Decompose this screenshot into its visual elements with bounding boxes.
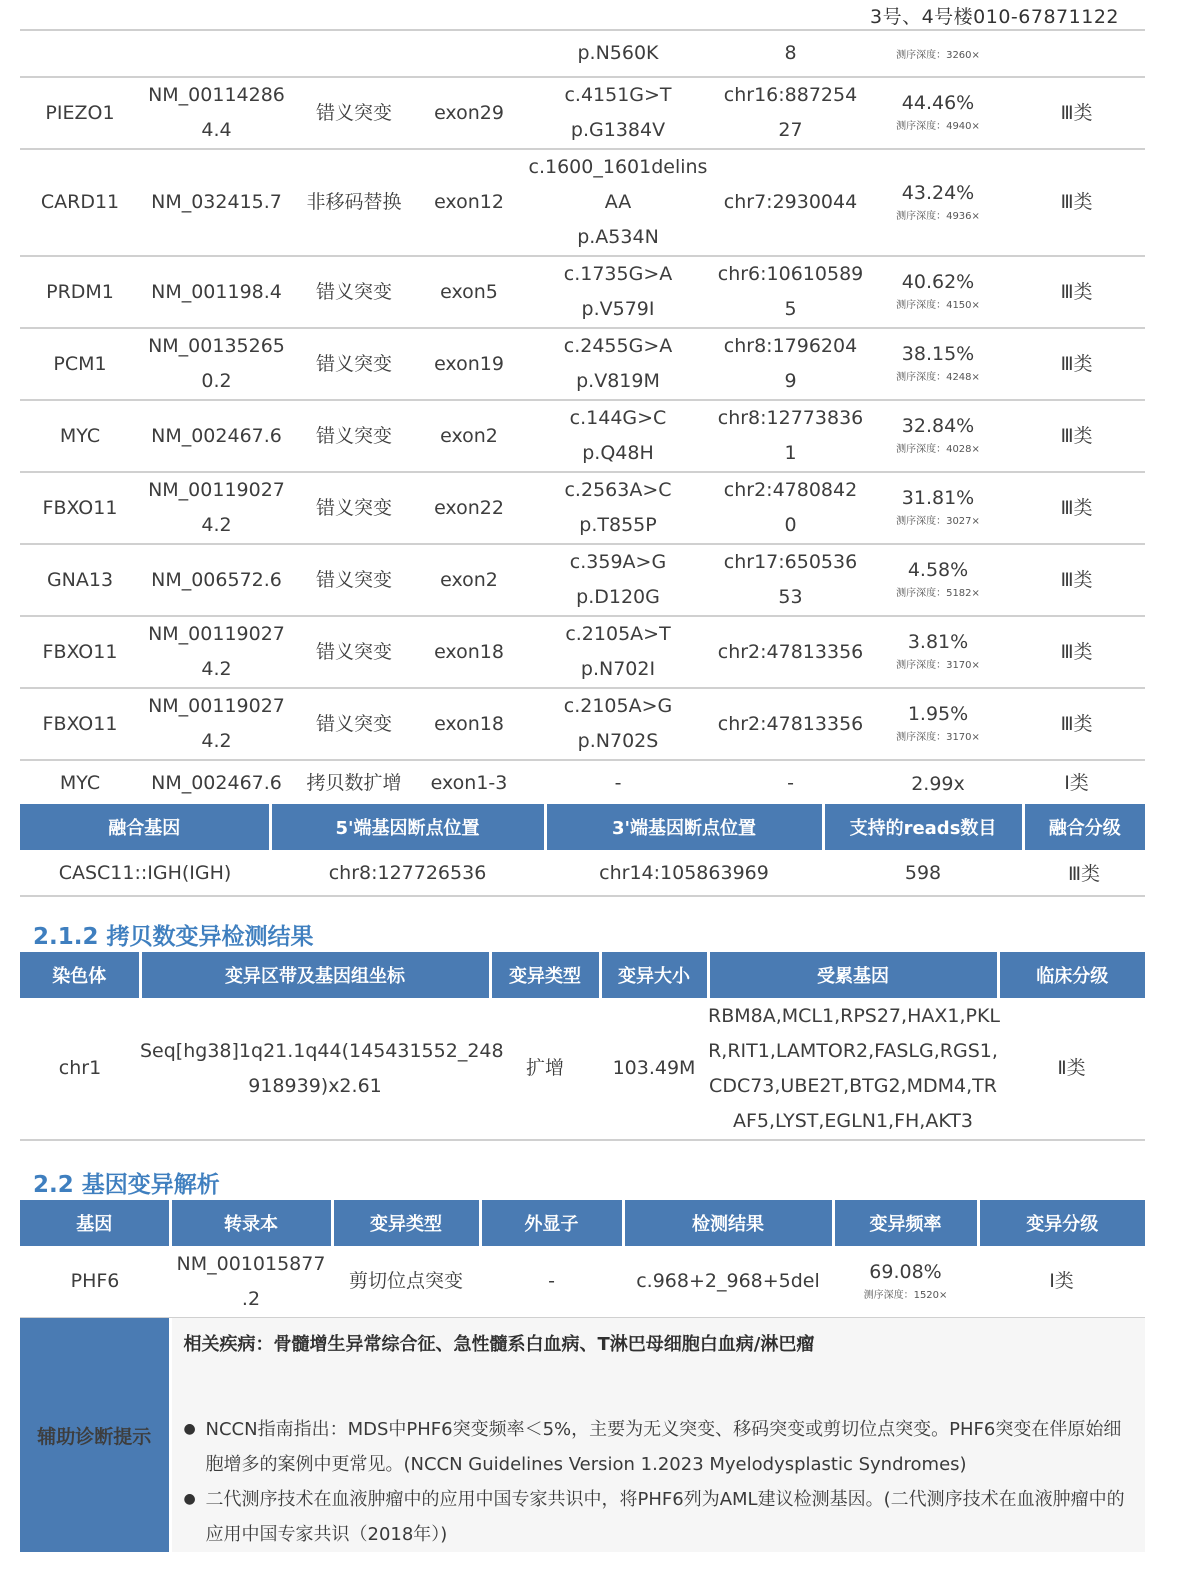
analysis-exon: - bbox=[480, 1246, 623, 1318]
hint-table bbox=[20, 1318, 1145, 1552]
variant-exon: exon2 bbox=[415, 544, 523, 616]
variant-gene: CARD11 bbox=[20, 149, 140, 256]
analysis-header-type: 变异类型 bbox=[332, 1200, 480, 1246]
cnv-header-chrom: 染色体 bbox=[20, 952, 140, 998]
variant-grade: Ⅲ类 bbox=[1008, 472, 1145, 544]
fusion-reads: 598 bbox=[823, 850, 1023, 896]
analysis-gene: PHF6 bbox=[20, 1246, 170, 1318]
variant-exon bbox=[415, 31, 523, 77]
variant-grade: Ⅲ类 bbox=[1008, 544, 1145, 616]
analysis-header-freq: 变异频率 bbox=[833, 1200, 978, 1246]
variant-position: chr8:12773836 1 bbox=[713, 400, 868, 472]
fusion-3prime: chr14:105863969 bbox=[545, 850, 823, 896]
cnv-header-region: 变异区带及基因组坐标 bbox=[140, 952, 490, 998]
variant-gene: PCM1 bbox=[20, 328, 140, 400]
variant-type: 错义突变 bbox=[293, 256, 415, 328]
analysis-header-exon: 外显子 bbox=[480, 1200, 623, 1246]
variant-type: 错义突变 bbox=[293, 616, 415, 688]
fusion-gene: CASC11::IGH(IGH) bbox=[20, 850, 270, 896]
variant-result: c.2105A>T p.N702I bbox=[523, 616, 713, 688]
variant-result: c.2455G>A p.V819M bbox=[523, 328, 713, 400]
variant-grade bbox=[1008, 31, 1145, 77]
fusion-header-5prime: 5'端基因断点位置 bbox=[270, 804, 545, 850]
variant-type: 拷贝数扩增 bbox=[293, 760, 415, 807]
cnv-header-grade: 临床分级 bbox=[998, 952, 1145, 998]
variant-exon: exon18 bbox=[415, 616, 523, 688]
analysis-header-gene: 基因 bbox=[20, 1200, 170, 1246]
variant-result: c.359A>G p.D120G bbox=[523, 544, 713, 616]
analysis-header-transcript: 转录本 bbox=[170, 1200, 332, 1246]
table-row bbox=[20, 616, 1145, 688]
variant-result: c.2563A>C p.T855P bbox=[523, 472, 713, 544]
cnv-grade: Ⅱ类 bbox=[998, 998, 1145, 1140]
variant-position: - bbox=[713, 760, 868, 807]
variant-transcript: NM_032415.7 bbox=[140, 149, 293, 256]
table-row bbox=[20, 544, 1145, 616]
variant-transcript: NM_00135265 0.2 bbox=[140, 328, 293, 400]
cnv-chrom: chr1 bbox=[20, 998, 140, 1140]
fusion-header-3prime: 3'端基因断点位置 bbox=[545, 804, 823, 850]
table-row bbox=[20, 400, 1145, 472]
variant-gene: FBXO11 bbox=[20, 616, 140, 688]
variant-frequency: 测序深度：3260× bbox=[868, 31, 1008, 77]
fusion-5prime: chr8:127726536 bbox=[270, 850, 545, 896]
analysis-transcript: NM_001015877 .2 bbox=[170, 1246, 332, 1318]
table-row bbox=[20, 760, 1145, 807]
cnv-region: Seq[hg38]1q21.1q44(145431552_248 918939)x2.61 bbox=[140, 998, 490, 1140]
variant-position: chr17:650536 53 bbox=[713, 544, 868, 616]
variant-type: 非移码替换 bbox=[293, 149, 415, 256]
variant-frequency: 38.15% 测序深度：4248× bbox=[868, 328, 1008, 400]
cnv-type: 扩增 bbox=[490, 998, 600, 1140]
variant-grade: Ⅲ类 bbox=[1008, 149, 1145, 256]
variant-gene bbox=[20, 31, 140, 77]
variant-transcript: NM_002467.6 bbox=[140, 400, 293, 472]
variant-result: c.2105A>G p.N702S bbox=[523, 688, 713, 760]
variant-transcript: NM_00119027 4.2 bbox=[140, 616, 293, 688]
variant-grade: Ⅲ类 bbox=[1008, 616, 1145, 688]
variant-grade: Ⅰ类 bbox=[1008, 760, 1145, 807]
variant-type: 错义突变 bbox=[293, 77, 415, 149]
variant-transcript: NM_00114286 4.4 bbox=[140, 77, 293, 149]
table-row bbox=[20, 1246, 1145, 1318]
variant-grade: Ⅲ类 bbox=[1008, 328, 1145, 400]
table-row bbox=[20, 149, 1145, 256]
variant-type: 错义突变 bbox=[293, 400, 415, 472]
hint-bullet: ● NCCN指南指出：MDS中PHF6突变频率＜5%，主要为无义突变、移码突变或剪切位点突变。PHF6突变在伴原始细胞增多的案例中更常见。(NCCN Guidelines Version 1.2023 Myelodysplastic Syndromes) bbox=[184, 1412, 1134, 1482]
analysis-freq: 69.08% 测序深度：1520× bbox=[833, 1246, 978, 1318]
fusion-table bbox=[20, 804, 1145, 897]
variant-type bbox=[293, 31, 415, 77]
variant-gene: FBXO11 bbox=[20, 472, 140, 544]
fusion-grade: Ⅲ类 bbox=[1023, 850, 1145, 896]
cnv-table bbox=[20, 952, 1145, 1141]
variant-grade: Ⅲ类 bbox=[1008, 256, 1145, 328]
variant-frequency: 43.24% 测序深度：4936× bbox=[868, 149, 1008, 256]
table-row bbox=[20, 328, 1145, 400]
variant-transcript bbox=[140, 31, 293, 77]
variant-result: c.1600_1601delins AA p.A534N bbox=[523, 149, 713, 256]
hint-bullet: ● 二代测序技术在血液肿瘤中的应用中国专家共识中，将PHF6列为AML建议检测基因。(二代测序技术在血液肿瘤中的应用中国专家共识（2018年）) bbox=[184, 1482, 1134, 1552]
variant-type: 错义突变 bbox=[293, 328, 415, 400]
hint-label: 辅助诊断提示 bbox=[20, 1318, 170, 1552]
variant-position: chr2:47813356 bbox=[713, 688, 868, 760]
variant-position: chr6:10610589 5 bbox=[713, 256, 868, 328]
table-row bbox=[20, 77, 1145, 149]
cnv-header-genes: 受累基因 bbox=[708, 952, 998, 998]
hint-content bbox=[170, 1318, 1145, 1552]
variant-exon: exon12 bbox=[415, 149, 523, 256]
variant-gene: MYC bbox=[20, 400, 140, 472]
table-row bbox=[20, 31, 1145, 77]
variant-frequency: 40.62% 测序深度：4150× bbox=[868, 256, 1008, 328]
variant-position: chr2:4780842 0 bbox=[713, 472, 868, 544]
variant-frequency: 44.46% 测序深度：4940× bbox=[868, 77, 1008, 149]
variant-exon: exon2 bbox=[415, 400, 523, 472]
variant-transcript: NM_001198.4 bbox=[140, 256, 293, 328]
variant-transcript: NM_006572.6 bbox=[140, 544, 293, 616]
variant-exon: exon29 bbox=[415, 77, 523, 149]
variant-frequency: 2.99x bbox=[868, 760, 1008, 807]
table-row bbox=[20, 998, 1145, 1140]
analysis-table bbox=[20, 1200, 1145, 1319]
variant-gene: FBXO11 bbox=[20, 688, 140, 760]
variant-gene: PRDM1 bbox=[20, 256, 140, 328]
related-disease: 相关疾病：骨髓增生异常综合征、急性髓系白血病、T淋巴母细胞白血病/淋巴瘤 bbox=[183, 1334, 815, 1355]
table-row bbox=[20, 688, 1145, 760]
header-address: 3号、4号楼010-67871122 bbox=[869, 6, 1119, 28]
analysis-result: c.968+2_968+5del bbox=[623, 1246, 833, 1318]
analysis-header-result: 检测结果 bbox=[623, 1200, 833, 1246]
variant-exon: exon5 bbox=[415, 256, 523, 328]
variant-result: - bbox=[523, 760, 713, 807]
analysis-type: 剪切位点突变 bbox=[332, 1246, 480, 1318]
variant-position: chr2:47813356 bbox=[713, 616, 868, 688]
variant-exon: exon18 bbox=[415, 688, 523, 760]
variant-grade: Ⅲ类 bbox=[1008, 400, 1145, 472]
variant-gene: MYC bbox=[20, 760, 140, 807]
variant-gene: PIEZO1 bbox=[20, 77, 140, 149]
analysis-section-title: 2.2 基因变异解析 bbox=[33, 1172, 220, 1198]
variant-gene: GNA13 bbox=[20, 544, 140, 616]
variant-transcript: NM_002467.6 bbox=[140, 760, 293, 807]
variant-type: 错义突变 bbox=[293, 544, 415, 616]
variant-grade: Ⅲ类 bbox=[1008, 77, 1145, 149]
cnv-size: 103.49M bbox=[600, 998, 708, 1140]
fusion-header-gene: 融合基因 bbox=[20, 804, 270, 850]
variant-result: c.144G>C p.Q48H bbox=[523, 400, 713, 472]
variant-exon: exon22 bbox=[415, 472, 523, 544]
table-row bbox=[20, 472, 1145, 544]
variant-result: c.1735G>A p.V579I bbox=[523, 256, 713, 328]
variant-frequency: 31.81% 测序深度：3027× bbox=[868, 472, 1008, 544]
cnv-genes: RBM8A,MCL1,RPS27,HAX1,PKL R,RIT1,LAMTOR2,FASLG,RGS1, CDC73,UBE2T,BTG2,MDM4,TR AF5,LYST,EGLN1,FH,AKT3 bbox=[708, 998, 998, 1140]
variant-frequency: 1.95% 测序深度：3170× bbox=[868, 688, 1008, 760]
variant-position: chr8:1796204 9 bbox=[713, 328, 868, 400]
table-row bbox=[20, 256, 1145, 328]
cnv-header-type: 变异类型 bbox=[490, 952, 600, 998]
variant-exon: exon1-3 bbox=[415, 760, 523, 807]
variant-frequency: 4.58% 测序深度：5182× bbox=[868, 544, 1008, 616]
variant-grade: Ⅲ类 bbox=[1008, 688, 1145, 760]
variant-position: chr16:887254 27 bbox=[713, 77, 868, 149]
variant-transcript: NM_00119027 4.2 bbox=[140, 688, 293, 760]
cnv-section-title: 2.1.2 拷贝数变异检测结果 bbox=[33, 924, 314, 950]
variant-result: c.4151G>T p.G1384V bbox=[523, 77, 713, 149]
variant-frequency: 3.81% 测序深度：3170× bbox=[868, 616, 1008, 688]
variant-position: 8 bbox=[713, 31, 868, 77]
variant-result: p.N560K bbox=[523, 31, 713, 77]
variant-position: chr7:2930044 bbox=[713, 149, 868, 256]
fusion-header-grade: 融合分级 bbox=[1023, 804, 1145, 850]
variant-type: 错义突变 bbox=[293, 472, 415, 544]
cnv-header-size: 变异大小 bbox=[600, 952, 708, 998]
fusion-header-reads: 支持的reads数目 bbox=[823, 804, 1023, 850]
analysis-header-grade: 变异分级 bbox=[978, 1200, 1145, 1246]
variant-type: 错义突变 bbox=[293, 688, 415, 760]
variant-table bbox=[20, 31, 1145, 808]
variant-transcript: NM_00119027 4.2 bbox=[140, 472, 293, 544]
analysis-grade: Ⅰ类 bbox=[978, 1246, 1145, 1318]
variant-frequency: 32.84% 测序深度：4028× bbox=[868, 400, 1008, 472]
variant-exon: exon19 bbox=[415, 328, 523, 400]
table-row bbox=[20, 850, 1145, 896]
